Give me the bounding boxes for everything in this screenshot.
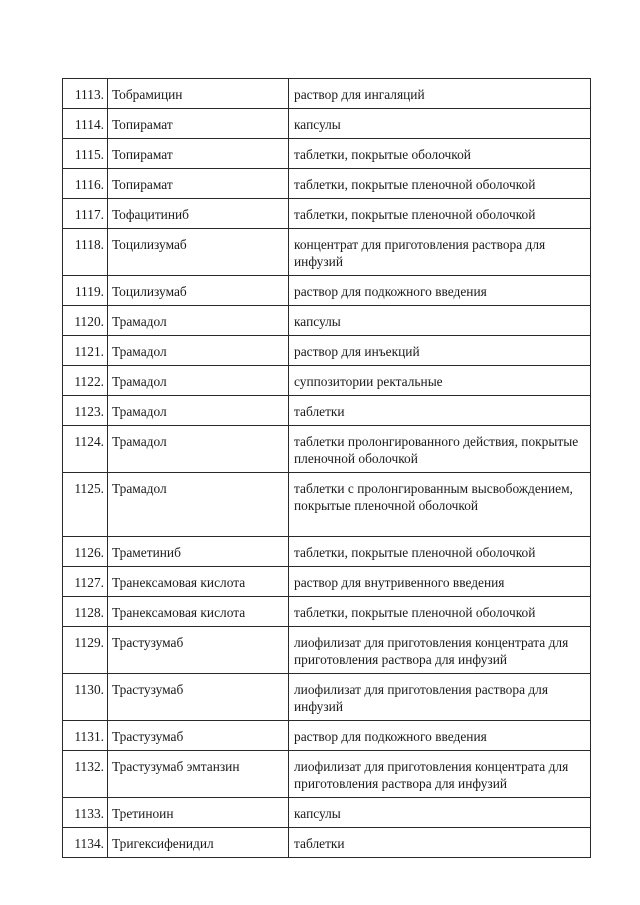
dosage-form-cell: лиофилизат для приготовления раствора для инфузий — [289, 674, 591, 721]
dosage-form-cell: таблетки, покрытые пленочной оболочкой — [289, 537, 591, 567]
dosage-form-cell: концентрат для приготовления раствора для инфузий — [289, 229, 591, 276]
dosage-form-cell: раствор для инъекций — [289, 336, 591, 366]
row-number-cell: 1120. — [63, 306, 108, 336]
table-row — [63, 79, 591, 109]
drug-name-cell: Трастузумаб — [108, 721, 289, 751]
drug-name-cell: Тобрамицин — [108, 79, 289, 109]
dosage-form-cell: капсулы — [289, 306, 591, 336]
dosage-form-cell: раствор для ингаляций — [289, 79, 591, 109]
row-number-cell: 1134. — [63, 828, 108, 858]
drug-name-cell: Тоцилизумаб — [108, 229, 289, 276]
dosage-form-cell: раствор для подкожного введения — [289, 721, 591, 751]
row-number-cell: 1115. — [63, 139, 108, 169]
table-row — [63, 567, 591, 597]
drug-name-cell: Топирамат — [108, 169, 289, 199]
drug-name-cell: Трастузумаб — [108, 674, 289, 721]
row-number-cell: 1117. — [63, 199, 108, 229]
drug-name-cell: Тоцилизумаб — [108, 276, 289, 306]
table-row — [63, 627, 591, 674]
dosage-form-cell: таблетки — [289, 396, 591, 426]
table-row — [63, 366, 591, 396]
dosage-form-cell: раствор для внутривенного введения — [289, 567, 591, 597]
drug-name-cell: Трастузумаб эмтанзин — [108, 751, 289, 798]
table-row — [63, 336, 591, 366]
row-number-cell: 1131. — [63, 721, 108, 751]
row-number-cell: 1124. — [63, 426, 108, 473]
table-row — [63, 473, 591, 537]
row-number-cell: 1122. — [63, 366, 108, 396]
table-row — [63, 597, 591, 627]
row-number-cell: 1125. — [63, 473, 108, 537]
row-number-cell: 1129. — [63, 627, 108, 674]
drug-name-cell: Топирамат — [108, 109, 289, 139]
row-number-cell: 1113. — [63, 79, 108, 109]
table-row — [63, 721, 591, 751]
table-row — [63, 109, 591, 139]
row-number-cell: 1128. — [63, 597, 108, 627]
row-number-cell: 1116. — [63, 169, 108, 199]
row-number-cell: 1130. — [63, 674, 108, 721]
dosage-form-cell: таблетки, покрытые пленочной оболочкой — [289, 199, 591, 229]
dosage-form-cell: таблетки — [289, 828, 591, 858]
dosage-form-cell: суппозитории ректальные — [289, 366, 591, 396]
drug-list-table — [62, 78, 591, 858]
table-row — [63, 426, 591, 473]
drug-name-cell: Трамадол — [108, 366, 289, 396]
row-number-cell: 1127. — [63, 567, 108, 597]
dosage-form-cell: таблетки, покрытые пленочной оболочкой — [289, 169, 591, 199]
dosage-form-cell: капсулы — [289, 109, 591, 139]
table-row — [63, 396, 591, 426]
drug-name-cell: Транексамовая кислота — [108, 597, 289, 627]
dosage-form-cell: капсулы — [289, 798, 591, 828]
dosage-form-cell: раствор для подкожного введения — [289, 276, 591, 306]
row-number-cell: 1132. — [63, 751, 108, 798]
drug-name-cell: Трастузумаб — [108, 627, 289, 674]
dosage-form-cell: таблетки пролонгированного действия, покрытые пленочной оболочкой — [289, 426, 591, 473]
dosage-form-cell: лиофилизат для приготовления концентрата для приготовления раствора для инфузий — [289, 751, 591, 798]
drug-name-cell: Топирамат — [108, 139, 289, 169]
dosage-form-cell: лиофилизат для приготовления концентрата для приготовления раствора для инфузий — [289, 627, 591, 674]
table-row — [63, 674, 591, 721]
table-body — [63, 79, 591, 858]
dosage-form-cell: таблетки с пролонгированным высвобождением, покрытые пленочной оболочкой — [289, 473, 591, 537]
table-row — [63, 828, 591, 858]
table-row — [63, 798, 591, 828]
dosage-form-cell: таблетки, покрытые оболочкой — [289, 139, 591, 169]
row-number-cell: 1121. — [63, 336, 108, 366]
row-number-cell: 1118. — [63, 229, 108, 276]
table-row — [63, 139, 591, 169]
row-number-cell: 1133. — [63, 798, 108, 828]
drug-name-cell: Тригексифенидил — [108, 828, 289, 858]
drug-name-cell: Трамадол — [108, 396, 289, 426]
drug-name-cell: Трамадол — [108, 426, 289, 473]
row-number-cell: 1119. — [63, 276, 108, 306]
drug-name-cell: Третиноин — [108, 798, 289, 828]
drug-name-cell: Тофацитиниб — [108, 199, 289, 229]
row-number-cell: 1123. — [63, 396, 108, 426]
table-row — [63, 306, 591, 336]
drug-name-cell: Траметиниб — [108, 537, 289, 567]
table-row — [63, 199, 591, 229]
drug-name-cell: Трамадол — [108, 336, 289, 366]
drug-name-cell: Трамадол — [108, 306, 289, 336]
drug-name-cell: Транексамовая кислота — [108, 567, 289, 597]
table-row — [63, 276, 591, 306]
row-number-cell: 1126. — [63, 537, 108, 567]
row-number-cell: 1114. — [63, 109, 108, 139]
dosage-form-cell: таблетки, покрытые пленочной оболочкой — [289, 597, 591, 627]
table-row — [63, 751, 591, 798]
table-row — [63, 229, 591, 276]
drug-name-cell: Трамадол — [108, 473, 289, 537]
table-row — [63, 537, 591, 567]
table-row — [63, 169, 591, 199]
